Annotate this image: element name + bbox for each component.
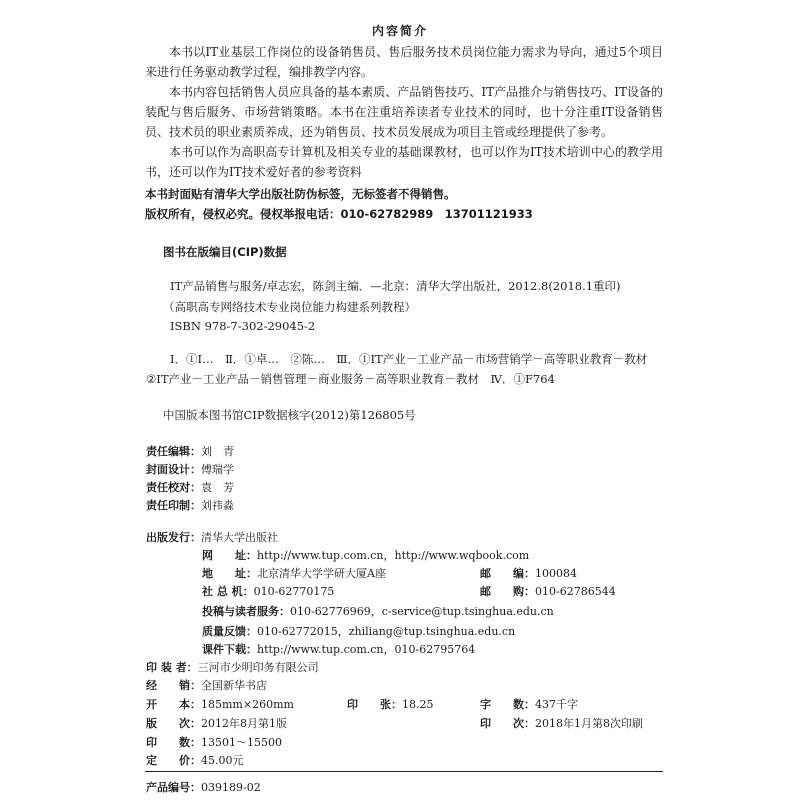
copyright-notice: 版权所有，侵权必究。侵权举报电话：010-62782989 13701121933 [145,207,533,221]
publisher-download-row [202,641,475,657]
format-row [146,696,294,712]
printing-value: 2018年1月第8次印刷 [535,717,643,730]
cip-heading: 图书在版编目(CIP)数据 [163,245,287,259]
staff-label: 责任校对： [146,481,201,494]
publisher-name: 清华大学出版社 [201,531,278,544]
format-label: 开 本： [146,698,201,711]
zip-label: 邮 编： [480,567,535,580]
publisher-quality-row [202,623,515,639]
printer-value: 三河市少明印务有限公司 [197,661,319,674]
address-value: 北京清华大学学研大厦A座 [257,567,386,580]
anti-counterfeit-notice: 本书封面贴有清华大学出版社防伪标签，无标签者不得销售。 [145,187,456,201]
quality-value: 010-62772015，zhiliang@tup.tsinghua.edu.cn [257,625,516,638]
staff-value: 袁 芳 [201,481,234,494]
distributor-label: 经 销： [146,679,201,692]
print-run-row [146,734,282,750]
sheets-label: 印 张： [347,698,402,711]
publisher-service-row [202,603,554,619]
word-count-label: 字 数： [480,698,535,711]
word-count-row [480,696,578,712]
product-code-label: 产品编号： [146,781,201,794]
edition-label: 版 次： [146,717,201,730]
price-label: 定 价： [146,754,201,767]
staff-value: 刘 青 [201,445,234,458]
cip-classification-2: ②IT产业－工业产品－销售管理－商业服务－高等职业教育－教材 Ⅳ．①F764 [146,372,555,386]
publisher-label: 出版发行： [146,531,201,544]
staff-label: 封面设计： [146,463,201,476]
switchboard-value: 010-62770175 [253,585,335,598]
mail-order-label: 邮 购： [480,585,535,598]
distributor-value: 全国新华书店 [201,679,267,692]
price-value: 45.00元 [201,754,244,767]
word-count-value: 437千字 [535,698,578,711]
cip-series: （高职高专网络技术专业岗位能力构建系列教程） [163,300,416,314]
printer-row [146,659,319,675]
print-run-label: 印 数： [146,736,201,749]
edition-value: 2012年8月第1版 [201,717,287,730]
intro-title: 内容简介 [371,24,428,38]
download-value: http://www.tup.com.cn，010-62795764 [257,643,476,656]
staff-value: 傅瑞学 [201,463,234,476]
format-value: 185mm×260mm [201,698,294,711]
distributor-row [146,677,267,693]
cip-isbn: ISBN 978-7-302-29045-2 [170,319,316,333]
divider [145,771,663,772]
staff-label: 责任编辑： [146,445,201,458]
cip-line-1: IT产品销售与服务/卓志宏，陈剑主编．—北京：清华大学出版社，2012.8(2018.1重印) [170,279,621,293]
staff-label: 责任印制： [146,499,201,512]
quality-label: 质量反馈： [202,625,257,638]
edition-row [146,715,287,731]
intro-paragraph-1: 本书以IT业基层工作岗位的设备销售员、售后服务技术员岗位能力需求为导向，通过5个项目来进行任务驱动教学过程，编排教学内容。 [145,45,663,79]
staff-print-supervisor [146,497,234,513]
publisher-switchboard-row [202,583,334,599]
service-value: 010-62776969，c-service@tup.tsinghua.edu.cn [290,605,554,618]
print-run-value: 13501～15500 [201,736,282,749]
publisher-row [146,529,278,545]
staff-editor [146,443,234,459]
cip-record-number: 中国版本图书馆CIP数据核字(2012)第126805号 [163,408,416,422]
web-links: http://www.tup.com.cn，http://www.wqbook.com [257,549,530,562]
product-code-value: 039189-02 [201,781,261,794]
product-code-row [146,779,261,795]
printing-label: 印 次： [480,717,535,730]
address-label: 地 址： [202,567,257,580]
intro-paragraph-3: 本书可以作为高职高专计算机及相关专业的基础课教材，也可以作为IT技术培训中心的教学用书，还可以作为IT技术爱好者的参考资料 [145,145,663,179]
staff-proofreader [146,479,234,495]
staff-value: 刘祎淼 [201,499,234,512]
zip-value: 100084 [535,567,577,580]
web-label: 网 址： [202,549,257,562]
publisher-web-row [202,547,529,563]
service-label: 投稿与读者服务： [202,605,290,618]
publisher-mail-order-row [480,583,616,599]
download-label: 课件下载： [202,643,257,656]
switchboard-label: 社 总 机： [202,585,254,598]
publisher-zip-row [480,565,577,581]
printing-row [480,715,643,731]
staff-cover-design [146,461,234,477]
printer-label: 印 装 者： [146,661,198,674]
price-row [146,752,244,768]
sheets-row [347,696,434,712]
sheets-value: 18.25 [402,698,434,711]
intro-paragraph-2: 本书内容包括销售人员应具备的基本素质、产品销售技巧、IT产品推介与销售技巧、IT设备的装配与售后服务、市场营销策略。本书在注重培养读者专业技术的同时，也十分注重IT设备销售员、技术员的职业素质养成，还为销售员、技术员发展成为项目主管或经理提供了参考。 [145,85,663,139]
publisher-address-row [202,565,386,581]
mail-order-value: 010-62786544 [535,585,616,598]
cip-classification-1: Ⅰ．①I… Ⅱ．①卓… ②陈… Ⅲ．①IT产业－工业产品－市场营销学－高等职业教育－教材 [170,352,648,366]
